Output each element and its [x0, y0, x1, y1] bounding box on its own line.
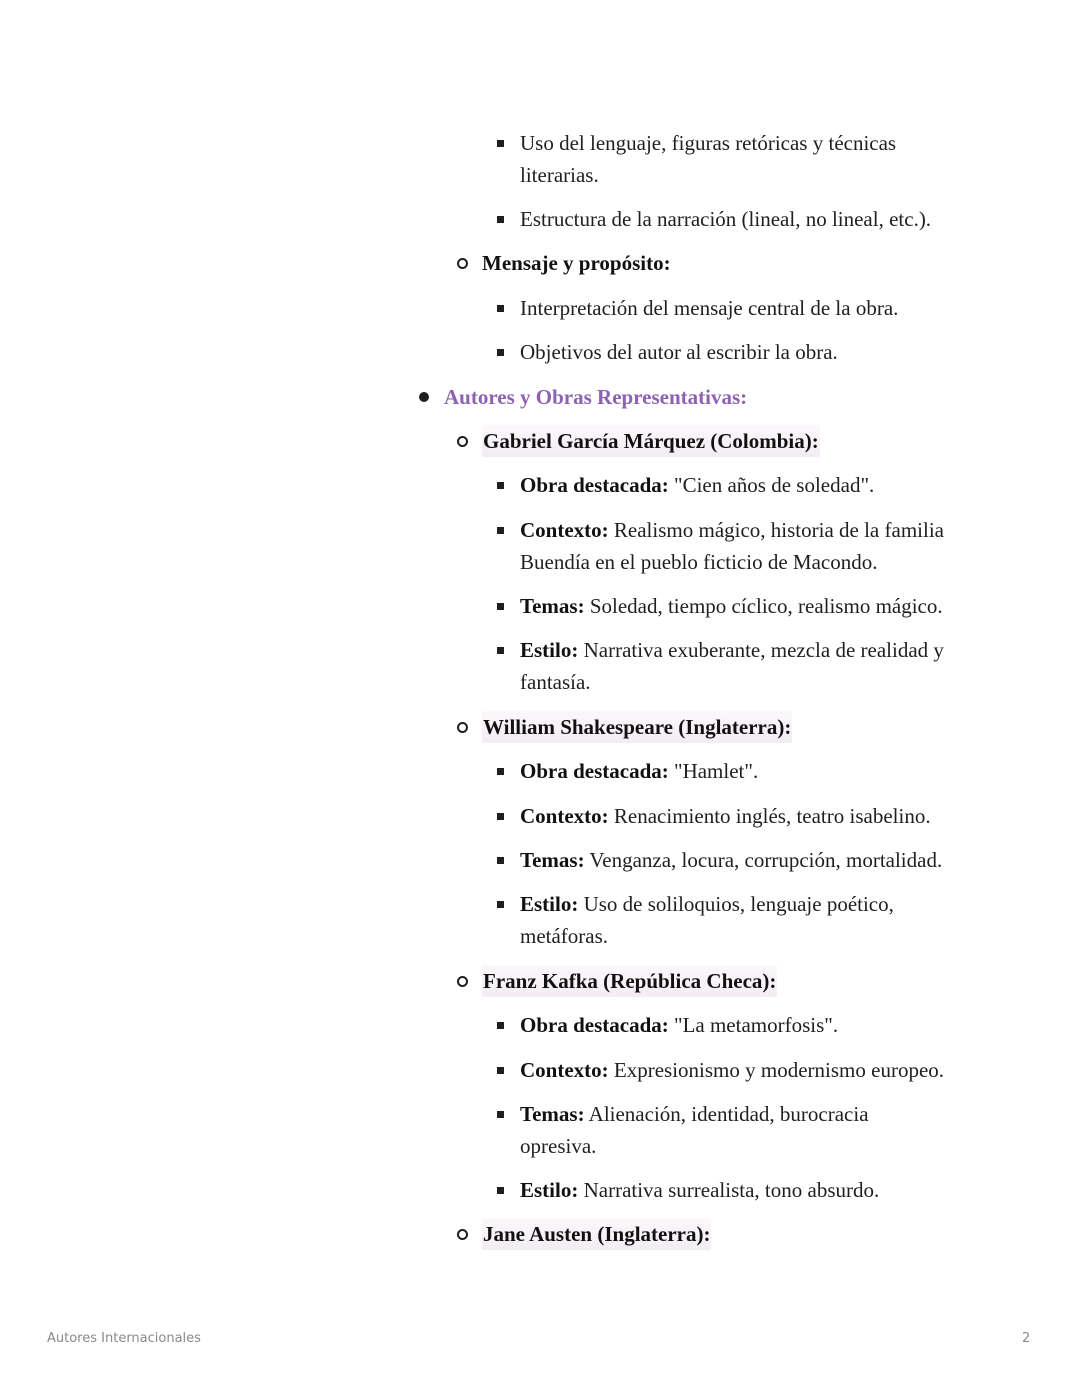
square-bullet-icon — [497, 1111, 504, 1118]
item-value: Soledad, tiempo cíclico, realismo mágico. — [584, 594, 943, 618]
circle-bullet-icon — [457, 436, 468, 447]
list-item-text — [520, 590, 943, 622]
item-label: Temas: — [520, 848, 585, 872]
disc-bullet-icon — [419, 392, 429, 402]
item-value: Renacimiento inglés, teatro isabelino. — [608, 804, 931, 828]
list-item-text: fantasía. — [520, 670, 591, 694]
list-item-text: literarias. — [520, 163, 599, 187]
square-bullet-icon — [497, 482, 504, 489]
item-label: Contexto: — [520, 804, 609, 828]
author-name: William Shakespeare (Inglaterra): — [482, 711, 792, 743]
item-label: Obra destacada: — [520, 473, 669, 497]
list-item-text: Objetivos del autor al escribir la obra. — [520, 340, 838, 364]
item-label: Contexto: — [520, 1058, 609, 1082]
author-name: Franz Kafka (República Checa): — [482, 965, 777, 997]
footer-document-title: Autores Internacionales — [47, 1331, 201, 1346]
section-heading-text: Autores y Obras Representativas: — [444, 385, 748, 409]
item-value: Narrativa exuberante, mezcla de realidad y — [578, 638, 944, 662]
list-item-text — [520, 1009, 838, 1041]
list-item-text: Uso del lenguaje, figuras retóricas y técnicas — [520, 131, 897, 155]
list-item-text — [520, 514, 944, 546]
list-item-text — [520, 1174, 879, 1206]
list-item-text: metáforas. — [520, 924, 609, 948]
subheading-text: Mensaje y propósito: — [482, 251, 671, 275]
item-label: Obra destacada: — [520, 759, 669, 783]
item-value: Realismo mágico, historia de la familia — [608, 518, 944, 542]
footer-page-number: 2 — [1022, 1331, 1031, 1346]
item-label: Contexto: — [520, 518, 609, 542]
square-bullet-icon — [497, 349, 504, 356]
list-item-text — [520, 755, 758, 787]
item-value: Uso de soliloquios, lenguaje poético, — [578, 892, 894, 916]
list-item-text — [520, 1098, 869, 1130]
item-value: "Hamlet". — [668, 759, 759, 783]
list-item-text — [520, 634, 944, 666]
circle-bullet-icon — [457, 722, 468, 733]
list-item-text — [520, 888, 894, 920]
item-label: Estilo: — [520, 892, 579, 916]
circle-bullet-icon — [457, 1229, 468, 1240]
list-item-text — [520, 844, 942, 876]
item-value: "Cien años de soledad". — [668, 473, 875, 497]
list-item-text — [520, 469, 874, 501]
square-bullet-icon — [497, 647, 504, 654]
square-bullet-icon — [497, 768, 504, 775]
square-bullet-icon — [497, 140, 504, 147]
item-label: Temas: — [520, 1102, 585, 1126]
item-label: Estilo: — [520, 638, 579, 662]
item-value: "La metamorfosis". — [668, 1013, 839, 1037]
list-item-text — [520, 1054, 944, 1086]
item-label: Temas: — [520, 594, 585, 618]
list-item-text: Interpretación del mensaje central de la obra. — [520, 296, 899, 320]
square-bullet-icon — [497, 603, 504, 610]
circle-bullet-icon — [457, 258, 468, 269]
item-label: Estilo: — [520, 1178, 579, 1202]
square-bullet-icon — [497, 305, 504, 312]
item-label: Obra destacada: — [520, 1013, 669, 1037]
square-bullet-icon — [497, 1187, 504, 1194]
square-bullet-icon — [497, 1067, 504, 1074]
item-value: Expresionismo y modernismo europeo. — [608, 1058, 945, 1082]
author-name: Jane Austen (Inglaterra): — [482, 1218, 711, 1250]
item-value: Venganza, locura, corrupción, mortalidad. — [584, 848, 943, 872]
square-bullet-icon — [497, 1022, 504, 1029]
list-item-text: Estructura de la narración (lineal, no lineal, etc.). — [520, 207, 932, 231]
list-item-text: Buendía en el pueblo ficticio de Macondo. — [520, 550, 878, 574]
list-item-text: opresiva. — [520, 1134, 597, 1158]
square-bullet-icon — [497, 527, 504, 534]
list-item-text — [520, 800, 931, 832]
square-bullet-icon — [497, 813, 504, 820]
item-value: Alienación, identidad, burocracia — [584, 1102, 869, 1126]
item-value: Narrativa surrealista, tono absurdo. — [578, 1178, 880, 1202]
author-name: Gabriel García Márquez (Colombia): — [482, 425, 820, 457]
circle-bullet-icon — [457, 976, 468, 987]
square-bullet-icon — [497, 857, 504, 864]
square-bullet-icon — [497, 216, 504, 223]
square-bullet-icon — [497, 901, 504, 908]
